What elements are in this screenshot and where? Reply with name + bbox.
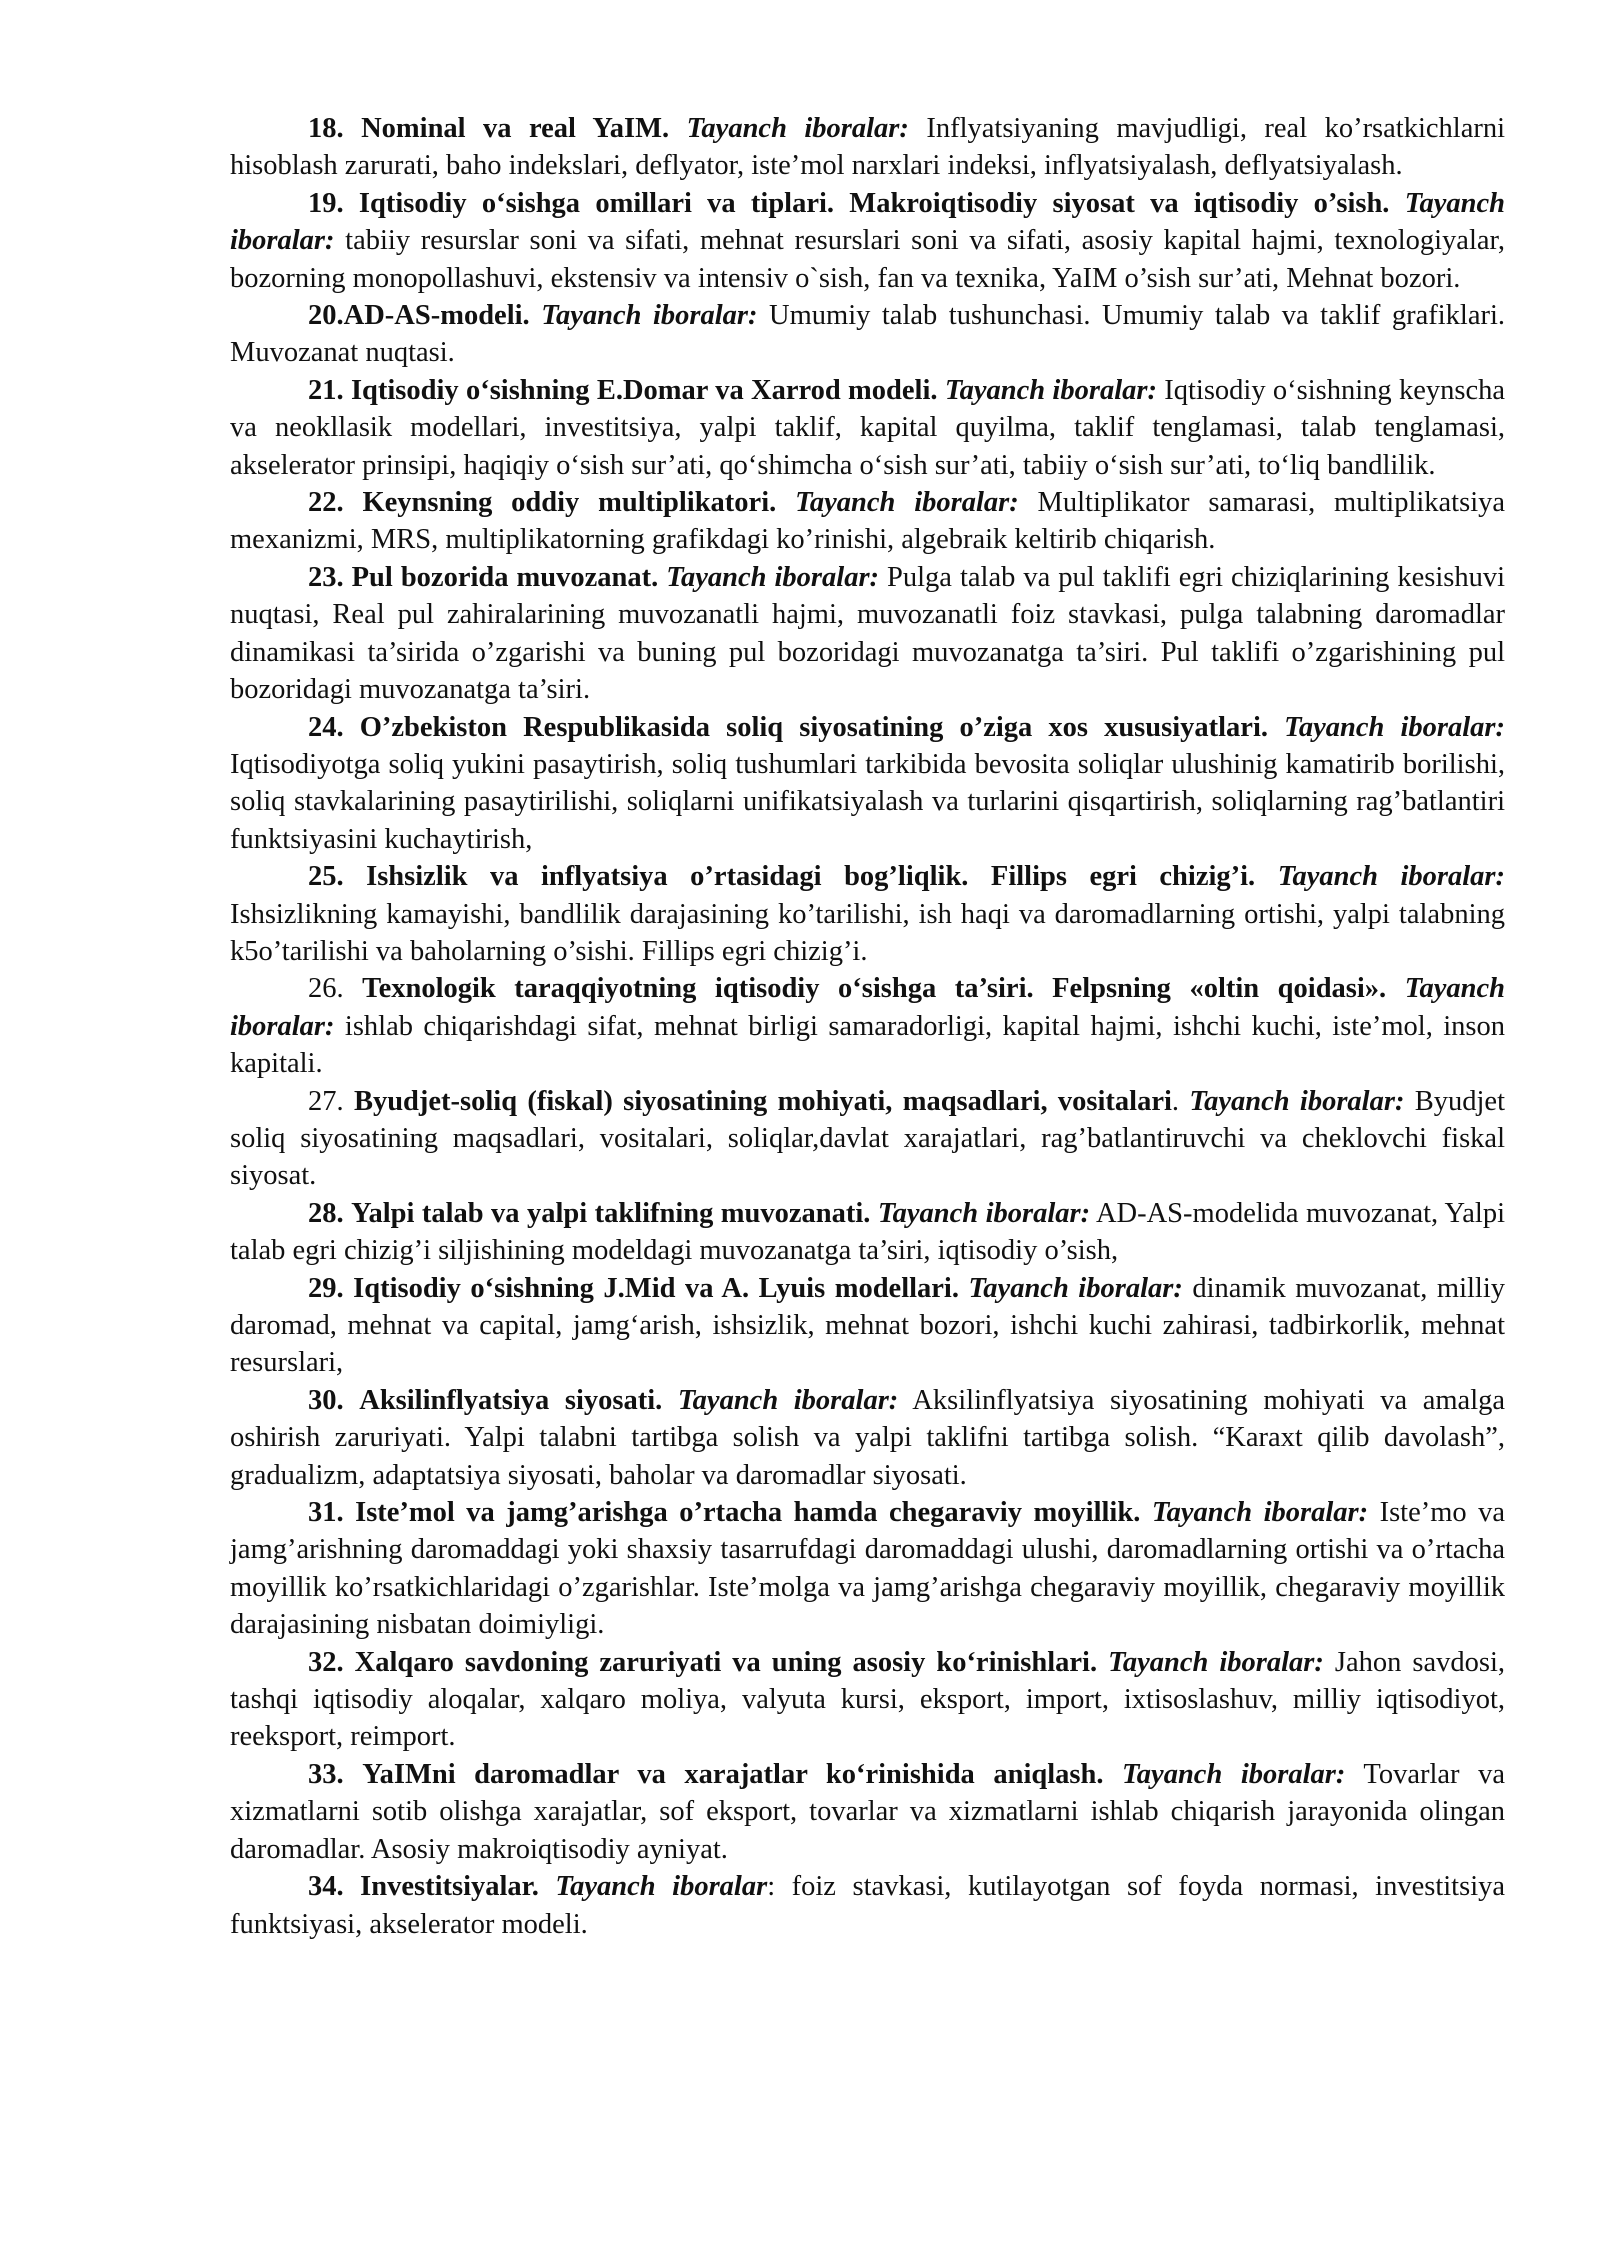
list-item — [230, 1270, 1505, 1382]
item-number: 19. — [308, 187, 344, 219]
key-phrases-text: tabiiy resurslar soni va sifati, mehnat resurslari soni va sifati, asosiy kapital hajmi, texnologiyalar, bozorning monopollashuvi, ekstensiv va intensiv o`sish, fan va texnika, YaIM o’sish sur’ati, Mehnat bozori. — [230, 225, 1505, 294]
key-phrases-text: Pulga talab va pul taklifi egri chiziqlarining kesishuvi nuqtasi, Real pul zahiralarining muvozanatli hajmi, muvozanatli foiz stavkasi, pulga talabning daromadlar dinamikasi ta’sirida o’zgarishi va buning pul bozoridagi muvozanatga ta’siri. Pul taklifi o’zgarishining pul bozoridagi muvozanatga ta’siri. — [230, 561, 1506, 706]
key-phrases-label: Tayanch iboralar: — [1151, 1497, 1369, 1529]
item-title-separator — [1097, 1647, 1108, 1678]
list-item — [230, 559, 1505, 709]
item-title-separator — [1255, 861, 1278, 892]
item-title: Ishsizlik va inflyatsiya o’rtasidagi bog’liqlik. Fillips egri chizig’i. — [366, 861, 1256, 893]
key-phrases-label: Tayanch iboralar: — [1108, 1646, 1324, 1678]
item-title-separator — [1389, 188, 1404, 219]
key-phrases-text: Umumiy talab tushunchasi. Umumiy talab va taklif grafiklari. Muvozanat nuqtasi. — [230, 300, 1505, 369]
key-phrases-label: Tayanch iboralar: — [230, 187, 1505, 257]
item-title: Iste’mol va jamg’arishga o’rtacha hamda chegaraviy moyillik. — [355, 1497, 1141, 1529]
item-number: 26. — [308, 973, 344, 1005]
list-item — [230, 1083, 1505, 1195]
item-title-separator — [539, 1871, 556, 1902]
list-item — [230, 1644, 1505, 1756]
list-item — [230, 858, 1505, 970]
list-item — [230, 372, 1505, 484]
item-number: 24. — [308, 711, 344, 743]
key-phrases-text: Iste’mo va jamg’arishning daromaddagi yoki shaxsiy tasarrufdagi daromaddagi ulushi, daromadlarning ortishi va o’rtacha moyillik ko’rsatkichlaridagi o’zgarishlar. Iste’molga va jamg’arishga chegaraviy moyillik, chegaraviy moyillik darajasining nisbatan doimiyligi. — [230, 1497, 1506, 1641]
item-title-separator — [776, 487, 795, 518]
key-phrases-label: Tayanch iboralar: — [795, 487, 1019, 519]
item-title-separator — [1103, 1759, 1122, 1790]
item-title: Nominal va real YaIM. — [361, 113, 670, 144]
item-title: Iqtisodiy o‘sishning E.Domar va Xarrod modeli. — [350, 374, 938, 406]
item-title-separator — [1386, 973, 1405, 1004]
key-phrases-text: : foiz stavkasi, kutilayotgan sof foyda normasi, investitsiya funktsiyasi, akselerator modeli. — [230, 1871, 1506, 1940]
list-item — [230, 1494, 1505, 1644]
item-title: Byudjet-soliq (fiskal) siyosatining mohiyati, maqsadlari, vositalari — [353, 1085, 1172, 1117]
item-title: Iqtisodiy o‘sishning J.Mid va A. Lyuis modellari. — [353, 1272, 959, 1304]
key-phrases-text: Multiplikator samarasi, multiplikatsiya mexanizmi, MRS, multiplikatorning grafikdagi ko’rinishi, algebraik keltirib chiqarish. — [230, 487, 1506, 556]
item-number: 32. — [308, 1646, 344, 1678]
item-title-separator — [1140, 1497, 1151, 1528]
key-phrases-label: Tayanch iboralar: — [877, 1197, 1091, 1229]
key-phrases-text: Aksilinflyatsiya siyosatining mohiyati va amalga oshirish zaruriyati. Yalpi talabni tartibga solish va yalpi taklifni tartibga solish. “Karaxt qilib davolash”, gradualizm, adaptatsiya siyosati, baholar va daromadlar siyosati. — [230, 1384, 1506, 1491]
key-phrases-text: AD-AS-modelida muvozanat, Yalpi talab egri chizig’i siljishining modeldagi muvozanatga ta’siri, iqtisodiy o’sish, — [230, 1197, 1506, 1267]
list-item — [230, 1868, 1505, 1943]
item-number: 30. — [308, 1384, 344, 1416]
item-number: 20. — [308, 300, 344, 332]
list-item — [230, 185, 1505, 297]
item-number: 33. — [308, 1758, 344, 1790]
key-phrases-label: Tayanch iboralar: — [686, 113, 909, 144]
item-number: 25. — [308, 861, 344, 893]
item-number: 27. — [308, 1085, 344, 1117]
key-phrases-label: Tayanch iboralar: — [1189, 1085, 1405, 1117]
item-title: Iqtisodiy o‘sishga omillari va tiplari. Makroiqtisodiy siyosat va iqtisodiy o’sish. — [358, 187, 1390, 219]
list-item — [230, 297, 1505, 372]
document-page — [230, 110, 1505, 1943]
key-phrases-text: Ishsizlikning kamayishi, bandlilik darajasining ko’tarilishi, ish haqi va daromadlarning ortishi, yalpi talabning k5o’tarilishi va baholarning o’sishi. Fillips egri chizig’i. — [230, 898, 1505, 967]
item-title: Pul bozorida muvozanat. — [351, 561, 659, 593]
key-phrases-label: Tayanch iboralar: — [968, 1272, 1183, 1304]
item-title: AD-AS-modeli. — [343, 300, 530, 332]
key-phrases-text: Iqtisodiy o‘sishning keynscha va neokllasik modellari, investitsiya, yalpi taklif, kapital quyilma, taklif tenglamasi, talab tenglamasi, akselerator prinsipi, haqiqiy o‘sish sur’ati, qo‘shimcha o‘sish sur’ati, tabiiy o‘sish sur’ati, to‘liq bandlilik. — [230, 374, 1506, 481]
item-title: Texnologik taraqqiyotning iqtisodiy o‘sishga ta’siri. Felpsning «oltin qoidasi». — [362, 973, 1387, 1005]
list-item — [230, 970, 1505, 1082]
item-title-separator: . — [1171, 1085, 1190, 1117]
item-title: YaIMni daromadlar va xarajatlar ko‘rinishida aniqlash. — [362, 1758, 1104, 1790]
key-phrases-label: Tayanch iboralar: — [1277, 861, 1505, 893]
key-phrases-label: Tayanch iboralar: — [666, 561, 880, 593]
key-phrases-text: Tovarlar va xizmatlarni sotib olishga xarajatlar, sof eksport, tovarlar va xizmatlarni ishlab chiqarish jarayonida olingan daromadlar. Asosiy makroiqtisodiy ayniyat. — [230, 1758, 1505, 1865]
list-item — [230, 484, 1505, 559]
item-number: 34. — [308, 1871, 344, 1903]
item-number: 22. — [308, 487, 344, 519]
item-title: Aksilinflyatsiya siyosati. — [359, 1384, 663, 1416]
list-item — [230, 110, 1505, 185]
item-title-separator — [662, 1385, 678, 1416]
key-phrases-label: Tayanch iboralar: — [1122, 1758, 1346, 1790]
item-title: Investitsiyalar. — [360, 1871, 539, 1903]
item-title-separator — [959, 1273, 969, 1304]
item-title: O’zbekiston Respublikasida soliq siyosatining o’ziga xos xususiyatlari. — [359, 711, 1268, 743]
key-phrases-label: Tayanch iboralar: — [944, 374, 1157, 406]
item-title-separator — [530, 300, 542, 331]
key-phrases-text: Inflyatsiyaning mavjudligi, real ko’rsatkichlarni hisoblash zarurati, baho indekslari, deflyator, iste’mol narxlari indeksi, inflyatsiyalash, deflyatsiyalash. — [230, 113, 1506, 182]
item-number: 21. — [308, 374, 344, 406]
key-phrases-text: Byudjet soliq siyosatining maqsadlari, vositalari, soliqlar,davlat xarajatlari, rag’batlantiruvchi va cheklovchi fiskal siyosat. — [230, 1085, 1505, 1192]
item-number: 18. — [308, 113, 344, 144]
key-phrases-label: Tayanch iboralar: — [230, 973, 1506, 1042]
item-title: Yalpi talab va yalpi taklifning muvozanati. — [351, 1197, 871, 1229]
item-number: 29. — [308, 1272, 344, 1304]
key-phrases-text: Jahon savdosi, tashqi iqtisodiy aloqalar, xalqaro moliya, valyuta kursi, eksport, import, ixtisoslashuv, milliy iqtisodiyot, reeksport, reimport. — [230, 1646, 1505, 1753]
item-number: 31. — [308, 1497, 344, 1529]
key-phrases-label: Tayanch iboralar: — [541, 300, 758, 332]
key-phrases-text: Iqtisodiyotga soliq yukini pasaytirish, soliq tushumlari tarkibida bevosita soliqlar ulushinig kamatirib borilishi, soliq stavkalarining pasaytirilishi, soliqlarni unifikatsiyalash va turlarini qisqartirish, soliqlarning rag’batlantiri funktsiyasini kuchaytirish, — [230, 748, 1505, 855]
key-phrases-text: dinamik muvozanat, milliy daromad, mehnat va capital, jamg‘arish, ishsizlik, mehnat bozori, ishchi kuchi zahirasi, tadbirkorlik, mehnat resurslari, — [230, 1272, 1506, 1379]
list-item — [230, 709, 1505, 859]
item-title: Xalqaro savdoning zaruriyati va uning asosiy ko‘rinishlari. — [354, 1646, 1098, 1678]
item-number: 23. — [308, 561, 344, 593]
list-item — [230, 1195, 1505, 1270]
item-title-separator — [669, 113, 686, 144]
key-phrases-text: ishlab chiqarishdagi sifat, mehnat birligi samaradorligi, kapital hajmi, ishchi kuchi, iste’mol, inson kapitali. — [230, 1010, 1505, 1080]
list-item — [230, 1756, 1505, 1868]
key-phrases-label: Tayanch iboralar — [555, 1871, 768, 1903]
item-title-separator — [870, 1198, 877, 1229]
key-phrases-label: Tayanch iboralar: — [1284, 711, 1506, 743]
item-title: Keynsning oddiy multiplikatori. — [362, 487, 777, 519]
item-title-separator — [1268, 712, 1284, 743]
item-title-separator — [938, 375, 945, 406]
key-phrases-label: Tayanch iboralar: — [677, 1384, 899, 1416]
list-item — [230, 1382, 1505, 1494]
item-number: 28. — [308, 1197, 344, 1229]
